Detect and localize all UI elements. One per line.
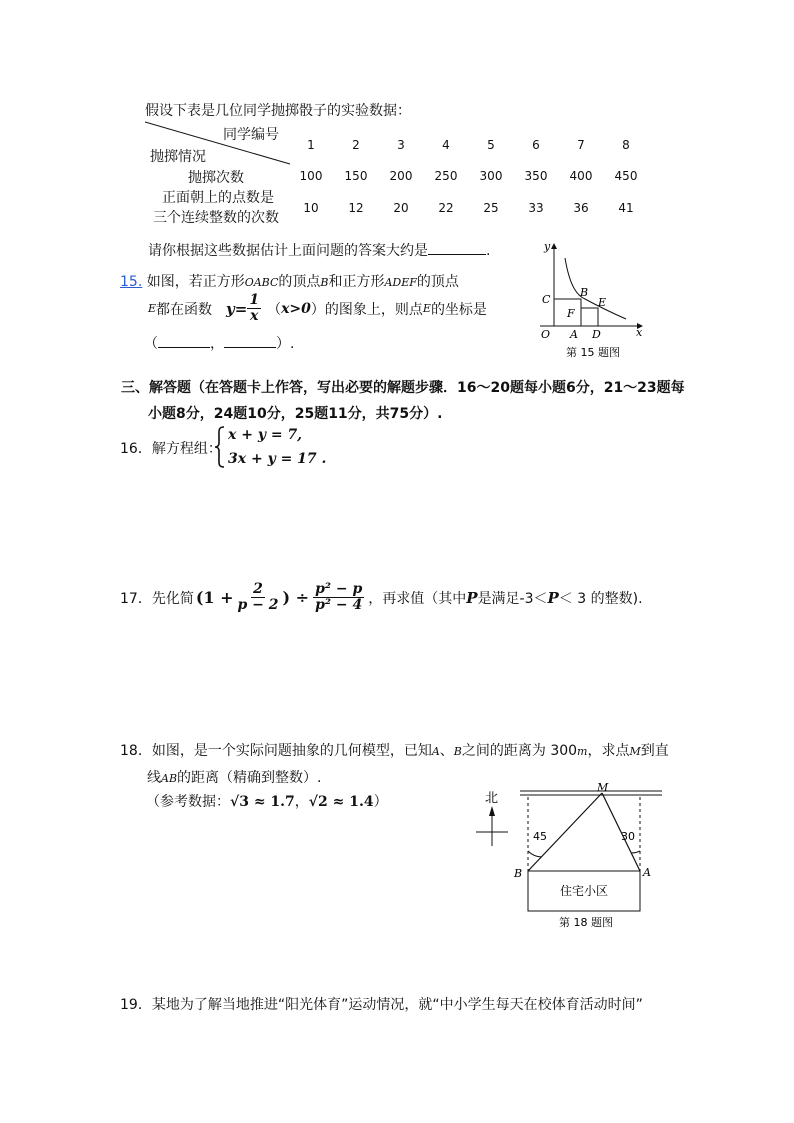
label-b: B: [514, 867, 523, 880]
label-o: O: [541, 328, 551, 341]
table-cell: 250: [434, 169, 458, 183]
label-y: y: [544, 240, 551, 253]
table-cell: 25: [483, 201, 499, 215]
q17-text: ＜ 3 的整数).: [558, 590, 643, 607]
table-intro: 假设下表是几位同学抛掷骰子的实验数据：: [145, 103, 411, 119]
q17-number: 17．: [120, 590, 152, 607]
q16-number: 16．: [120, 441, 152, 457]
label-a: A: [570, 328, 578, 341]
q17-text: ，再求值（其中: [368, 590, 467, 607]
table-id: 7: [577, 138, 585, 152]
q18-m: M: [629, 745, 641, 758]
q17-f1-den: p − 2: [237, 597, 279, 614]
label-d: D: [592, 328, 601, 341]
q15-number[interactable]: 15.: [120, 274, 143, 290]
q18-reference: [146, 791, 388, 811]
q18-sqrt3: √3 ≈ 1.7: [230, 794, 295, 810]
q15-oabc: OABC: [244, 276, 279, 289]
north-arrow-head: [489, 806, 495, 816]
table-id: 4: [442, 138, 450, 152]
figure-18: [470, 780, 670, 935]
table-cell: 150: [344, 169, 368, 183]
q18-unit: m: [577, 745, 588, 758]
table-id: 2: [352, 138, 360, 152]
angle-45: 45: [533, 830, 547, 843]
answer-blank-y[interactable]: [224, 335, 276, 348]
q17-open: (1 +: [195, 588, 234, 608]
table-cell: 12: [348, 201, 364, 215]
estimate-question: 请你根据这些数据估计上面问题的答案大约是 .: [148, 243, 491, 259]
q17-text: 是满足-3＜: [477, 590, 548, 607]
q17-f2-num: p² − p: [315, 581, 363, 597]
figure-15-caption: 第 15 题图: [566, 346, 620, 359]
q18-text: 之间的距离为 300: [461, 743, 578, 759]
q18-a: A: [431, 745, 440, 758]
table-cell: 200: [389, 169, 413, 183]
angle-arc-a: [631, 851, 640, 853]
q15-text: 的顶点: [278, 274, 321, 290]
table-cell: 20: [393, 201, 409, 215]
q15-line2: [148, 293, 487, 325]
q18-text: ，求点: [587, 743, 630, 759]
angle-30: 30: [621, 830, 635, 843]
table-header-top: 同学编号: [223, 127, 279, 143]
answer-blank[interactable]: [428, 242, 486, 255]
q18-line1: [120, 740, 669, 760]
table-cell: 36: [573, 201, 589, 215]
q19-text: 某地为了解当地推进“阳光体育”运动情况，就“中小学生每天在校体育活动时间”: [151, 997, 643, 1013]
label-m: M: [597, 781, 609, 794]
section3-line2: 小题8分，24题10分，25题11分，共75分）.: [148, 406, 443, 422]
table-id: 5: [487, 138, 495, 152]
q18-sep: 、: [439, 743, 454, 759]
q15-text: 如图，若正方形: [146, 274, 245, 290]
q17-fraction-2: [313, 582, 364, 614]
square-adef: [581, 308, 598, 326]
q16-label: [120, 438, 222, 458]
table-cell: 450: [614, 169, 638, 183]
q18-text: 的距离（精确到整数）.: [177, 770, 322, 786]
q16-eq2: 3x + y = 17 .: [228, 451, 327, 467]
q17-f2-den: p² − 4: [315, 597, 363, 614]
q17-close-div: ) ÷: [282, 588, 310, 608]
q15-condition: x>0: [281, 300, 311, 317]
q15-line3: [144, 333, 294, 353]
q17-text: 先化简: [151, 590, 194, 607]
q15-frac-num: 1: [249, 292, 260, 308]
q17-p: P: [547, 588, 559, 607]
q15-paren: （: [267, 301, 282, 318]
q15-y-eq: y=: [226, 299, 248, 318]
north-label: 北: [485, 791, 499, 806]
table-header-bottom: 抛掷情况: [150, 149, 206, 165]
q15-e: E: [422, 302, 431, 316]
q17-fraction-1: [236, 582, 281, 614]
label-b: B: [580, 286, 589, 299]
q19-number: 19．: [120, 997, 152, 1013]
q15-frac-den: x: [250, 308, 259, 325]
q15-fraction: [247, 293, 261, 325]
label-e: E: [598, 296, 607, 309]
table-cell: 33: [528, 201, 544, 215]
q18-text: 线: [147, 770, 161, 786]
label-a: A: [643, 866, 651, 879]
q18-text: 到直: [640, 743, 669, 759]
q18-text: （参考数据：: [146, 794, 230, 810]
table-cell: 400: [569, 169, 593, 183]
table-row2-label-line1: 正面朝上的点数是: [162, 190, 274, 206]
q17-p: P: [466, 588, 478, 607]
figure-15: [530, 236, 650, 362]
q18-ab: AB: [161, 772, 178, 785]
angle-arc-b: [528, 851, 542, 857]
q19-line: [120, 994, 643, 1014]
q18-number: 18．: [120, 743, 152, 759]
q17-f1-num: 2: [253, 581, 263, 597]
q15-text: 的坐标是: [430, 301, 487, 318]
table-row2-label-line2: 三个连续整数的次数: [153, 210, 279, 226]
label-f: F: [567, 307, 575, 320]
q18-sqrt2: √2 ≈ 1.4: [308, 794, 374, 810]
figure-18-caption: 第 18 题图: [559, 916, 613, 929]
table-id: 6: [532, 138, 540, 152]
table-cell: 22: [438, 201, 454, 215]
table-cell: 100: [299, 169, 323, 183]
q18-text: ）: [373, 794, 388, 810]
q17-line: [120, 582, 643, 614]
q15-paren: ）.: [276, 336, 295, 352]
q18-text: ，: [294, 794, 309, 810]
estimate-text: 请你根据这些数据估计上面问题的答案大约是: [148, 243, 428, 259]
label-c: C: [542, 293, 551, 306]
q18-line2: [147, 767, 321, 787]
q16-eq1: x + y = 7,: [228, 427, 303, 443]
table-id: 8: [622, 138, 630, 152]
label-x: x: [636, 326, 643, 339]
q15-adef: ADEF: [384, 276, 417, 289]
table-id: 3: [397, 138, 405, 152]
table-cell: 350: [524, 169, 548, 183]
q15-text: 的顶点: [416, 274, 459, 290]
table-cell: 300: [479, 169, 503, 183]
table-id: 1: [307, 138, 315, 152]
q15-comma: ，: [210, 336, 224, 352]
table-cell: 41: [618, 201, 634, 215]
q15-b: B: [320, 276, 329, 289]
q15-line1: [120, 271, 459, 291]
q18-text: 如图，是一个实际问题抽象的几何模型，已知: [151, 743, 432, 759]
q15-paren: （: [144, 336, 158, 352]
table-row1-label: 抛掷次数: [188, 170, 244, 186]
section3-line1: 三、解答题（在答题卡上作答，写出必要的解题步骤．16～20题每小题6分，21～23题每: [121, 380, 685, 396]
q15-text: 的图象上，则点: [324, 301, 423, 318]
q15-e: E: [148, 302, 157, 316]
q16-text: 解方程组：: [151, 441, 222, 457]
q15-text: 都在函数: [156, 301, 213, 318]
q15-text: 和正方形: [328, 274, 385, 290]
q16-brace: [214, 425, 226, 469]
q15-paren: ）: [310, 301, 325, 318]
residential-label: 住宅小区: [559, 884, 609, 898]
answer-blank-x[interactable]: [158, 335, 210, 348]
q18-b: B: [453, 745, 462, 758]
table-cell: 10: [303, 201, 319, 215]
